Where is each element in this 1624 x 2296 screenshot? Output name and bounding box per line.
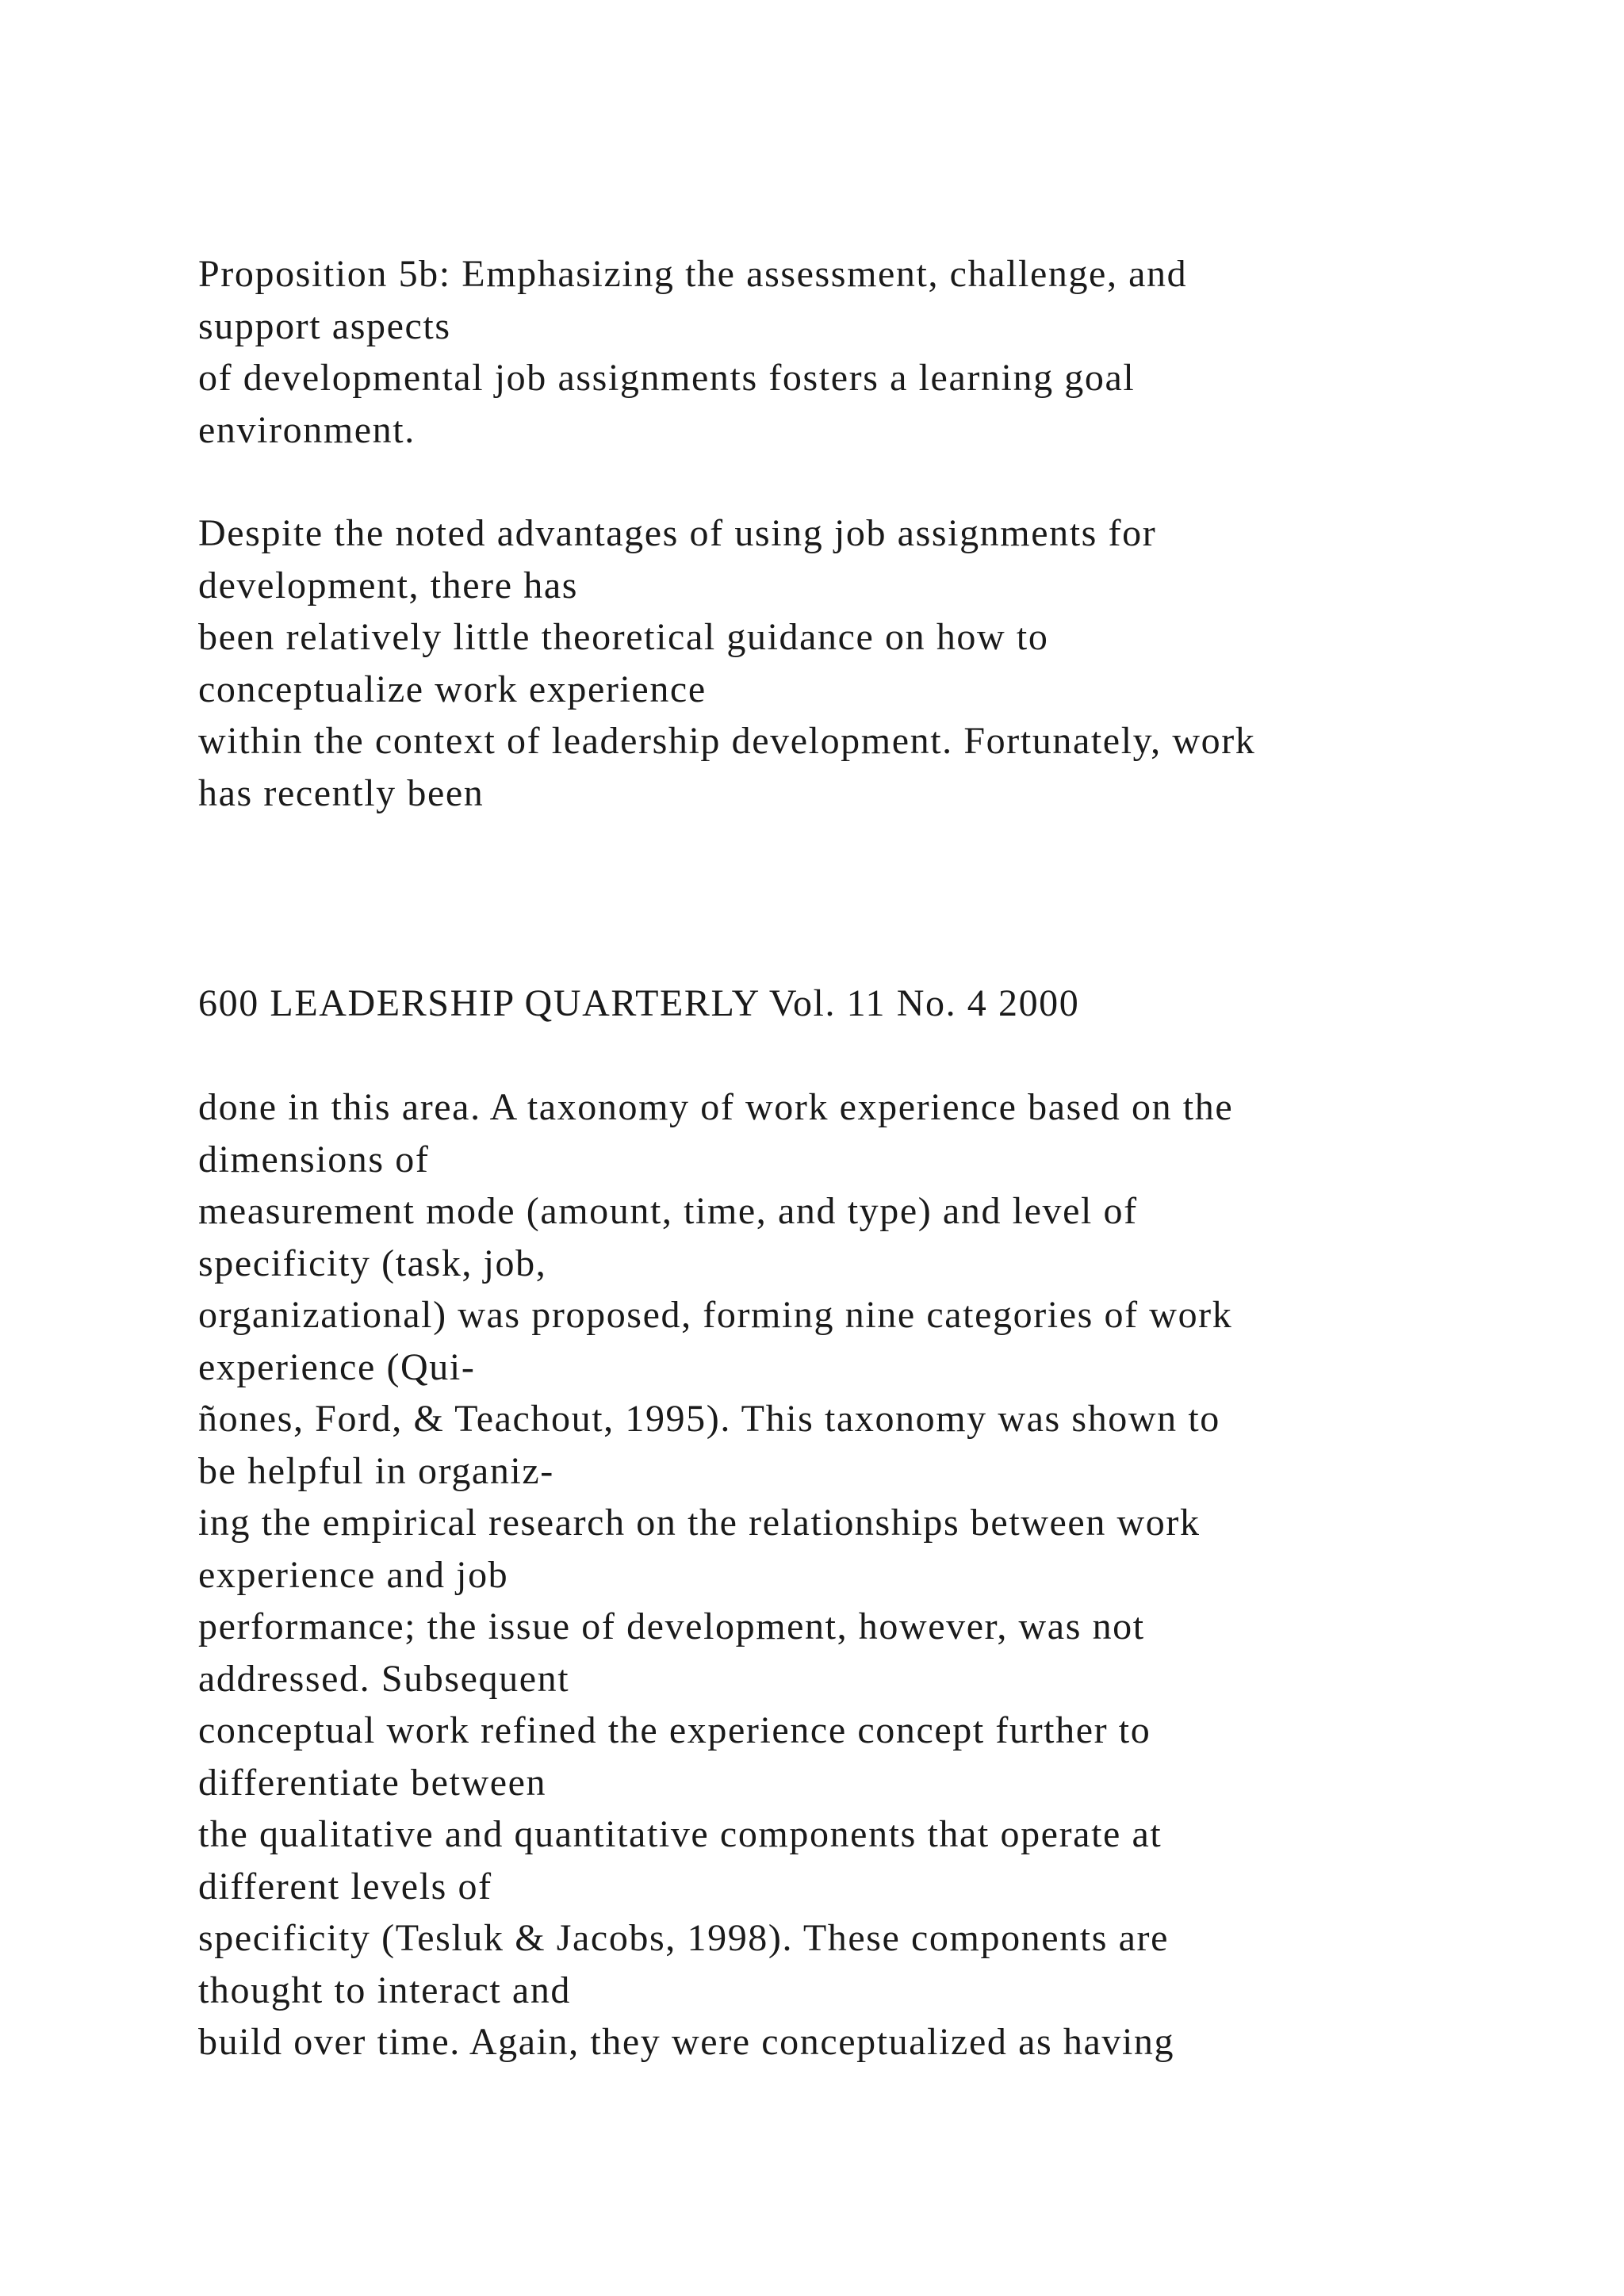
text-line: Proposition 5b: Emphasizing the assessment, challenge, and xyxy=(198,253,1188,295)
text-line: the qualitative and quantitative components that operate at xyxy=(198,1813,1162,1855)
text-line: support aspects xyxy=(198,304,451,347)
text-line: thought to interact and xyxy=(198,1969,572,2011)
text-line: environment. xyxy=(198,408,416,451)
text-line: dimensions of xyxy=(198,1138,430,1181)
text-line: done in this area. A taxonomy of work experience based on the xyxy=(198,1086,1234,1128)
text-line: conceptualize work experience xyxy=(198,668,707,710)
text-line: performance; the issue of development, however, was not xyxy=(198,1605,1145,1647)
text-line: build over time. Again, they were conceptualized as having xyxy=(198,2021,1175,2063)
text-line: specificity (Tesluk & Jacobs, 1998). These components are xyxy=(198,1917,1169,1959)
text-line: development, there has xyxy=(198,564,579,607)
text-line: measurement mode (amount, time, and type) and level of xyxy=(198,1190,1138,1232)
text-line: differentiate between xyxy=(198,1761,547,1804)
running-header xyxy=(198,978,1507,1030)
text-line: be helpful in organiz- xyxy=(198,1449,554,1492)
text-line: been relatively little theoretical guidance on how to xyxy=(198,616,1049,658)
text-line: Despite the noted advantages of using job assignments for xyxy=(198,512,1157,554)
text-line: organizational) was proposed, forming nine categories of work xyxy=(198,1294,1233,1336)
text-line: conceptual work refined the experience concept further to xyxy=(198,1709,1151,1751)
text-line: within the context of leadership development. Fortunately, work xyxy=(198,720,1256,762)
text-line: specificity (task, job, xyxy=(198,1242,547,1284)
text-line: ñones, Ford, & Teachout, 1995). This taxonomy was shown to xyxy=(198,1398,1220,1440)
text-line: experience and job xyxy=(198,1553,509,1596)
text-line: ing the empirical research on the relationships between work xyxy=(198,1502,1201,1544)
proposition-5b-paragraph xyxy=(198,248,1507,456)
running-header-text: 600 LEADERSHIP QUARTERLY Vol. 11 No. 4 2000 xyxy=(198,982,1080,1024)
text-line: has recently been xyxy=(198,771,485,814)
body-paragraph xyxy=(198,507,1507,819)
text-line: addressed. Subsequent xyxy=(198,1657,570,1700)
text-line: experience (Qui- xyxy=(198,1345,476,1388)
text-line: of developmental job assignments fosters a learning goal xyxy=(198,357,1136,399)
text-line: different levels of xyxy=(198,1865,492,1908)
continuation-paragraph xyxy=(198,1081,1507,2068)
